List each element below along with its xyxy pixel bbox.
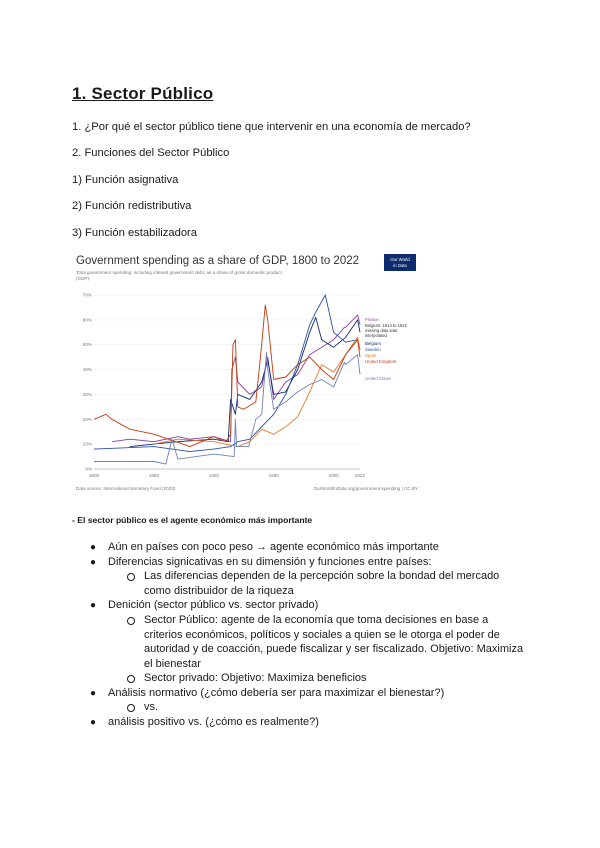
chart-gridlines — [94, 295, 360, 469]
legend-sweden: Sweden — [365, 347, 381, 352]
chart-svg — [72, 250, 424, 494]
bullet-5: análisis positivo vs. (¿cómo es realmente?) — [108, 716, 319, 728]
y-tick-label: 60% — [82, 317, 92, 323]
legend-belgium-note-1: Belgium: 1914 to 1922 — [365, 323, 407, 328]
subheading: - El sector público es el agente económico más importante — [72, 515, 313, 525]
bullet-dot: ● — [90, 688, 97, 699]
chart-source-left: Data source: International Monetary Fund (2023) — [76, 486, 176, 491]
function-redistributive: 2) Función redistributiva — [72, 200, 192, 212]
y-tick-label: 70% — [82, 292, 92, 298]
bullet-dot: ● — [90, 600, 97, 611]
x-tick-label: 1850 — [148, 473, 160, 478]
bullet-3: Denición (sector público vs. sector privado) — [108, 599, 319, 611]
bullet-dot: ● — [90, 542, 97, 553]
bullet-3a-line2: criterios económicos, políticos y sociales a quien se le otorga el poder de — [144, 629, 500, 641]
x-tick-label: 1900 — [208, 473, 219, 478]
legend-france: France — [365, 317, 379, 322]
sub-bullet-circle — [127, 704, 135, 712]
y-tick-label: 20% — [82, 416, 92, 422]
sub-bullet-circle — [127, 573, 135, 581]
bullet-dot: ● — [90, 557, 97, 568]
series-line-sweden — [94, 295, 360, 452]
chart-subtitle-line2: (GDP). — [76, 276, 91, 281]
government-spending-chart — [72, 250, 424, 494]
bullet-4a: vs. — [144, 701, 159, 713]
chart-legend — [365, 317, 408, 381]
bullet-2a-line1: Las diferencias dependen de la percepción sobre la bondad del mercado — [144, 570, 500, 582]
x-tick-label: 1800 — [88, 473, 100, 478]
sub-bullet-circle — [127, 617, 135, 625]
chart-source-right: OurWorldInData.org/government-spending | CC BY — [313, 486, 418, 491]
question-1: 1. ¿Por qué el sector público tiene que intervenir en una economía de mercado? — [72, 121, 471, 133]
chart-axis-labels — [83, 293, 366, 479]
function-stabilizing: 3) Función estabilizadora — [72, 227, 197, 239]
bullet-2: Diferencias signicativas en su dimensión y funciones entre países: — [108, 556, 432, 568]
series-line-uk — [94, 305, 360, 447]
bullet-4: Análisis normativo (¿cómo debería ser para maximizar el bienestar?) — [108, 687, 445, 699]
bullet-3a-line3: autoridad y de coacción, puede fiscalizar y ser fiscalizado. Objetivo: Maximiza — [144, 643, 524, 655]
bullet-dot: ● — [90, 717, 97, 728]
chart-series — [94, 295, 360, 464]
legend-spain: Spain — [365, 353, 377, 358]
owid-logo-text-2: in Data — [393, 263, 407, 268]
bullet-1: Aún en países con poco peso → agente económico más importante — [108, 541, 439, 553]
owid-logo-text-1: Our World — [390, 257, 410, 262]
sub-bullet-circle — [127, 675, 135, 683]
y-tick-label: 50% — [82, 342, 92, 348]
question-2: 2. Funciones del Sector Público — [72, 147, 230, 159]
function-allocative: 1) Función asignativa — [72, 174, 179, 186]
bullet-3a-line1: Sector Público: agente de la economía que toma decisiones en base a — [144, 614, 489, 626]
x-tick-label: 2000 — [328, 473, 339, 478]
x-tick-label: 1950 — [268, 473, 279, 478]
bullet-2a-line2: como distribuidor de la riqueza — [144, 585, 294, 597]
y-tick-label: 10% — [82, 441, 92, 447]
legend-us: United States — [365, 376, 392, 381]
chart-title: Government spending as a share of GDP, 1800 to 2022 — [76, 255, 360, 267]
y-tick-label: 0% — [85, 466, 92, 472]
chart-subtitle-line1: Total government spending, including interest government debt, as a share of gross domestic product — [76, 270, 282, 275]
bullet-3b: Sector privado: Objetivo: Maximiza beneficios — [144, 672, 367, 684]
x-tick-label: 2022 — [354, 473, 366, 478]
bullet-3a-line4: el bienestar — [144, 658, 201, 670]
legend-belgium-note-3: interpolated — [365, 333, 387, 338]
section-title: 1. Sector Público — [72, 84, 214, 103]
series-line-france — [112, 315, 360, 442]
legend-belgium-note-2: missing data was — [365, 328, 398, 333]
y-tick-label: 30% — [82, 391, 92, 397]
y-tick-label: 40% — [82, 367, 92, 373]
legend-belgium: Belgium — [365, 341, 381, 346]
legend-uk: United Kingdom — [365, 359, 397, 364]
